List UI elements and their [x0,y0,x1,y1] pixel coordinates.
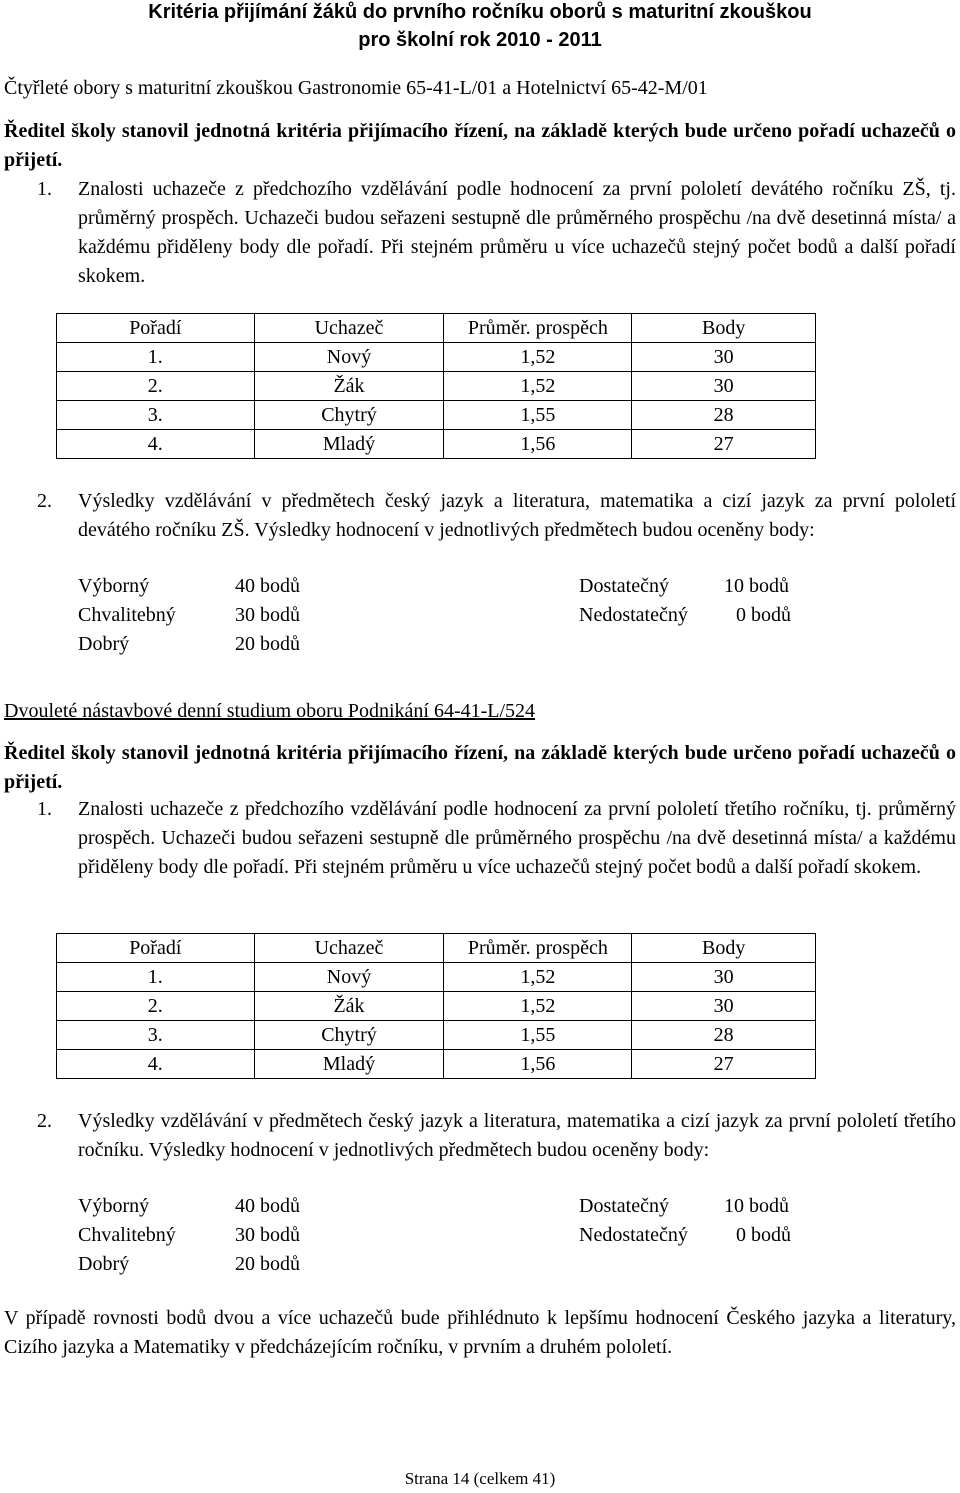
grade-points: 10 bodů [724,1195,789,1217]
grade-name: Chvalitebný [78,1224,176,1246]
table-row [57,430,816,459]
grade-name: Dobrý [78,633,130,655]
header-cell: Průměr. prospěch [444,934,632,963]
table-row [57,401,816,430]
header-cell: Pořadí [57,314,255,343]
grade-points: 0 bodů [736,1224,791,1246]
header-cell: Body [632,314,816,343]
table-cell: 3. [57,401,255,430]
table-cell: 1,52 [444,963,632,992]
header-cell: Uchazeč [254,934,444,963]
table-cell: 28 [632,1021,816,1050]
criterion-number: 2. [37,490,52,512]
table-cell: 30 [632,963,816,992]
criterion-text: Znalosti uchazeče z předchozího vzdělávání podle hodnocení za první pololetí třetího ročníku, tj. průměrný prospěch. Uchazeči budou seřazeni sestupně dle průměrného prospěchu /na dvě desetinná místa/ a každému přiděleny body dle pořadí. Při stejném průměru u více uchazečů stejný počet bodů a další pořadí skokem. [78,798,956,878]
table-cell: 4. [57,430,255,459]
table-row [57,1021,816,1050]
criterion-text: Znalosti uchazeče z předchozího vzdělávání podle hodnocení za první pololetí devátého ročníku ZŠ, tj. průměrný prospěch. Uchazeči budou seřazeni sestupně dle průměrného prospěchu /na dvě desetinná místa/ a každému přiděleny body dle pořadí. Při stejném průměru u více uchazečů stejný počet bodů a další pořadí skokem. [78,178,956,287]
document-title [0,0,960,54]
criterion-text: Výsledky vzdělávání v předmětech český jazyk a literatura, matematika a cizí jazyk za první pololetí devátého ročníku ZŠ. Výsledky hodnocení v jednotlivých předmětech budou oceněny body: [78,490,956,541]
section-2-criterion-1 [37,795,956,911]
table-row [57,992,816,1021]
grade-points: 20 bodů [235,633,300,655]
grade-points: 30 bodů [235,604,300,626]
header-cell: Pořadí [57,934,255,963]
grade-name: Dostatečný [579,1195,669,1217]
table-cell: 2. [57,372,255,401]
section-2-ranking-table [56,933,816,1079]
table-cell: 30 [632,372,816,401]
grade-name: Chvalitebný [78,604,176,626]
grade-name: Nedostatečný [579,1224,688,1246]
grade-points: 40 bodů [235,575,300,597]
criterion-number: 2. [37,1110,52,1132]
table-cell: 1,56 [444,430,632,459]
header-cell: Průměr. prospěch [444,314,632,343]
table-row [57,372,816,401]
criterion-number: 1. [37,798,52,820]
section-2-heading: Dvouleté nástavbové denní studium oboru Podnikání 64-41-L/524 [4,700,536,722]
table-cell: Chytrý [254,1021,444,1050]
title-line-2: pro školní rok 2010 - 2011 [358,29,602,51]
table-cell: 4. [57,1050,255,1079]
table-cell: 30 [632,992,816,1021]
header-cell: Uchazeč [254,314,444,343]
section-1-criterion-1 [37,175,956,291]
header-cell: Body [632,934,816,963]
title-line-1: Kritéria přijímání žáků do prvního ročníku oborů s maturitní zkouškou [148,1,812,23]
table-header-row [57,314,816,343]
table-cell: 1,52 [444,992,632,1021]
table-row [57,1050,816,1079]
grade-points: 30 bodů [235,1224,300,1246]
table-cell: 2. [57,992,255,1021]
criterion-text: Výsledky vzdělávání v předmětech český jazyk a literatura, matematika a cizí jazyk za první pololetí třetího ročníku. Výsledky hodnocení v jednotlivých předmětech budou oceněny body: [78,1110,956,1161]
closing-paragraph: V případě rovnosti bodů dvou a více uchazečů bude přihlédnuto k lepšímu hodnocení Českého jazyka a literatury, Cizího jazyka a Matematiky v předcházejícím ročníku, v prvním a druhém pololetí. [4,1307,956,1358]
table-cell: 1,56 [444,1050,632,1079]
section-1-ranking-table [56,313,816,459]
section-1-heading: Čtyřleté obory s maturitní zkouškou Gastronomie 65-41-L/01 a Hotelnictví 65-42-M/01 [4,77,708,99]
table-cell: 28 [632,401,816,430]
table-cell: 27 [632,430,816,459]
table-cell: 27 [632,1050,816,1079]
table-cell: Chytrý [254,401,444,430]
table-cell: Žák [254,992,444,1021]
table-cell: 30 [632,343,816,372]
table-cell: 1. [57,963,255,992]
grade-name: Výborný [78,575,150,597]
criterion-number: 1. [37,178,52,200]
grade-name: Výborný [78,1195,150,1217]
grade-points: 20 bodů [235,1253,300,1275]
table-cell: 1,55 [444,401,632,430]
grade-name: Dobrý [78,1253,130,1275]
table-row [57,963,816,992]
grade-points: 10 bodů [724,575,789,597]
table-cell: Mladý [254,1050,444,1079]
table-header-row [57,934,816,963]
table-cell: 1,52 [444,343,632,372]
grade-name: Nedostatečný [579,604,688,626]
grade-points: 0 bodů [736,604,791,626]
table-cell: 1. [57,343,255,372]
section-1-criterion-2 [37,487,956,575]
section-2-intro: Ředitel školy stanovil jednotná kritéria přijímacího řízení, na základě kterých bude určeno pořadí uchazečů o přijetí. [4,742,956,793]
table-row [57,343,816,372]
table-cell: 1,55 [444,1021,632,1050]
section-2-criterion-2 [37,1107,956,1195]
table-cell: 3. [57,1021,255,1050]
table-cell: Nový [254,343,444,372]
page-footer: Strana 14 (celkem 41) [404,1469,556,1488]
grade-name: Dostatečný [579,575,669,597]
table-cell: Mladý [254,430,444,459]
table-cell: Žák [254,372,444,401]
section-1-intro: Ředitel školy stanovil jednotná kritéria přijímacího řízení, na základě kterých bude určeno pořadí uchazečů o přijetí. [4,120,956,171]
table-cell: 1,52 [444,372,632,401]
grade-points: 40 bodů [235,1195,300,1217]
table-cell: Nový [254,963,444,992]
